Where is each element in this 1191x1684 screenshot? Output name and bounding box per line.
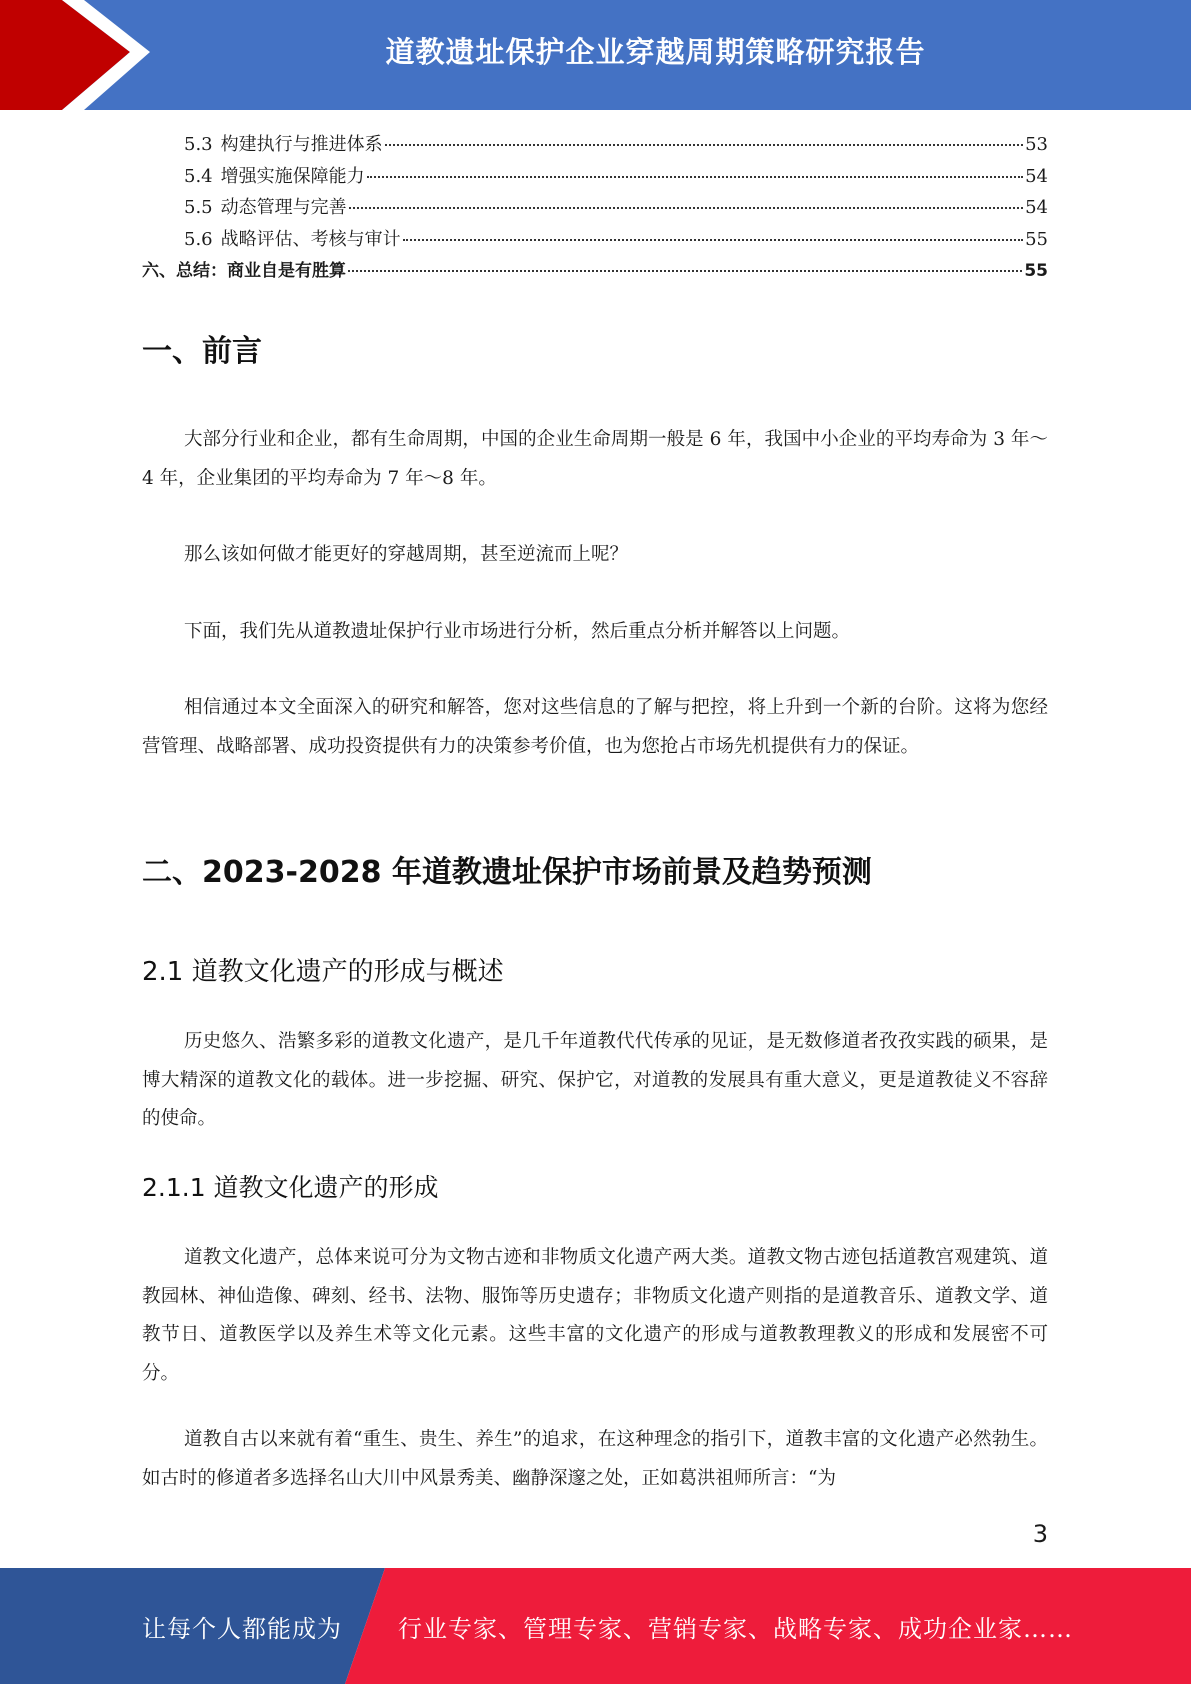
subsection-2-1-1 bbox=[142, 1168, 1048, 1204]
toc-entry[interactable] bbox=[142, 256, 1048, 288]
subsection-heading-2-1: 2.1 道教文化遗产的形成与概述 bbox=[142, 957, 504, 987]
header-arrow-decoration bbox=[0, 0, 160, 110]
paragraph: 大部分行业和企业，都有生命周期，中国的企业生命周期一般是 6 年，我国中小企业的平均寿命为 3 年～4 年，企业集团的平均寿命为 7 年～8 年。 bbox=[142, 429, 1048, 489]
table-of-contents bbox=[142, 130, 1048, 288]
toc-entry-page: 54 bbox=[1025, 197, 1048, 218]
toc-entry[interactable] bbox=[142, 193, 1048, 225]
subsection-2-1-1-paragraph-1-wrap bbox=[142, 1239, 1048, 1393]
paragraph: 历史悠久、浩繁多彩的道教文化遗产，是几千年道教代代传承的见证，是无数修道者孜孜实践的硕果，是博大精深的道教文化的载体。进一步挖掘、研究、保护它，对道教的发展具有重大意义，更是道教徒义不容辞的使命。 bbox=[142, 1031, 1048, 1129]
section-heading-preface: 一、前言 bbox=[142, 334, 262, 369]
section-market-outlook bbox=[142, 847, 1048, 891]
toc-entry-label: 构建执行与推进体系 bbox=[220, 134, 383, 155]
footer-slogan-right: 行业专家、管理专家、营销专家、战略专家、成功企业家…… bbox=[398, 1614, 1073, 1643]
section-preface bbox=[142, 326, 1048, 370]
toc-entry-number: 5.4 bbox=[184, 165, 213, 187]
paragraph: 道教自古以来就有着“重生、贵生、养生”的追求，在这种理念的指引下，道教丰富的文化遗产必然勃生。如古时的修道者多选择名山大川中风景秀美、幽静深邃之处，正如葛洪祖师所言：“为 bbox=[142, 1429, 1048, 1489]
page-header bbox=[0, 0, 1191, 110]
preface-paragraph-2-wrap bbox=[142, 536, 1048, 575]
toc-entry[interactable] bbox=[142, 225, 1048, 257]
toc-dot-leader bbox=[367, 176, 1023, 178]
toc-entry-number: 5.6 bbox=[184, 228, 213, 250]
subsection-2-1 bbox=[142, 951, 1048, 988]
preface-paragraph-3-wrap bbox=[142, 613, 1048, 652]
toc-entry-page: 53 bbox=[1025, 134, 1048, 155]
subsection-2-1-1-paragraph-2-wrap bbox=[142, 1421, 1048, 1498]
report-title: 道教遗址保护企业穿越周期策略研究报告 bbox=[385, 34, 926, 69]
toc-dot-leader bbox=[349, 207, 1023, 209]
paragraph: 那么该如何做才能更好的穿越周期，甚至逆流而上呢？ bbox=[184, 544, 629, 565]
toc-dot-leader bbox=[403, 239, 1023, 241]
toc-dot-leader bbox=[348, 270, 1022, 272]
preface-paragraph-1-wrap bbox=[142, 421, 1048, 498]
preface-paragraph-4-wrap bbox=[142, 689, 1048, 766]
toc-entry-page: 55 bbox=[1025, 228, 1048, 250]
page-number: 3 bbox=[1032, 1520, 1048, 1548]
section-heading-market-outlook: 二、2023-2028 年道教遗址保护市场前景及趋势预测 bbox=[142, 855, 872, 890]
toc-entry-label: 动态管理与完善 bbox=[220, 197, 347, 218]
toc-entry-number: 5.3 bbox=[184, 134, 213, 155]
paragraph: 相信通过本文全面深入的研究和解答，您对这些信息的了解与把控，将上升到一个新的台阶。这将为您经营管理、战略部署、成功投资提供有力的决策参考价值，也为您抢占市场先机提供有力的保证。 bbox=[142, 697, 1048, 757]
toc-dot-leader bbox=[385, 144, 1023, 146]
paragraph: 道教文化遗产，总体来说可分为文物古迹和非物质文化遗产两大类。道教文物古迹包括道教宫观建筑、道教园林、神仙造像、碑刻、经书、法物、服饰等历史遗存；非物质文化遗产则指的是道教音乐、道教文学、道教节日、道教医学以及养生术等文化元素。这些丰富的文化遗产的形成与道教教理教义的形成和发展密不可分。 bbox=[142, 1247, 1048, 1384]
paragraph: 下面，我们先从道教遗址保护行业市场进行分析，然后重点分析并解答以上问题。 bbox=[184, 621, 851, 642]
toc-entry[interactable] bbox=[142, 162, 1048, 194]
toc-entry-page: 54 bbox=[1025, 165, 1048, 187]
toc-entry-label: 战略评估、考核与审计 bbox=[220, 228, 401, 250]
footer-slogan-left: 让每个人都能成为 bbox=[142, 1614, 342, 1643]
toc-entry[interactable] bbox=[142, 130, 1048, 162]
toc-entry-number: 5.5 bbox=[184, 197, 213, 218]
subsection-heading-2-1-1: 2.1.1 道教文化遗产的形成 bbox=[142, 1173, 439, 1202]
page-footer bbox=[0, 1568, 1191, 1684]
toc-entry-label: 增强实施保障能力 bbox=[220, 165, 365, 187]
subsection-2-1-paragraph-wrap bbox=[142, 1023, 1048, 1139]
toc-entry-page: 55 bbox=[1024, 261, 1048, 281]
toc-entry-label: 六、总结：商业自是有胜算 bbox=[142, 261, 346, 281]
